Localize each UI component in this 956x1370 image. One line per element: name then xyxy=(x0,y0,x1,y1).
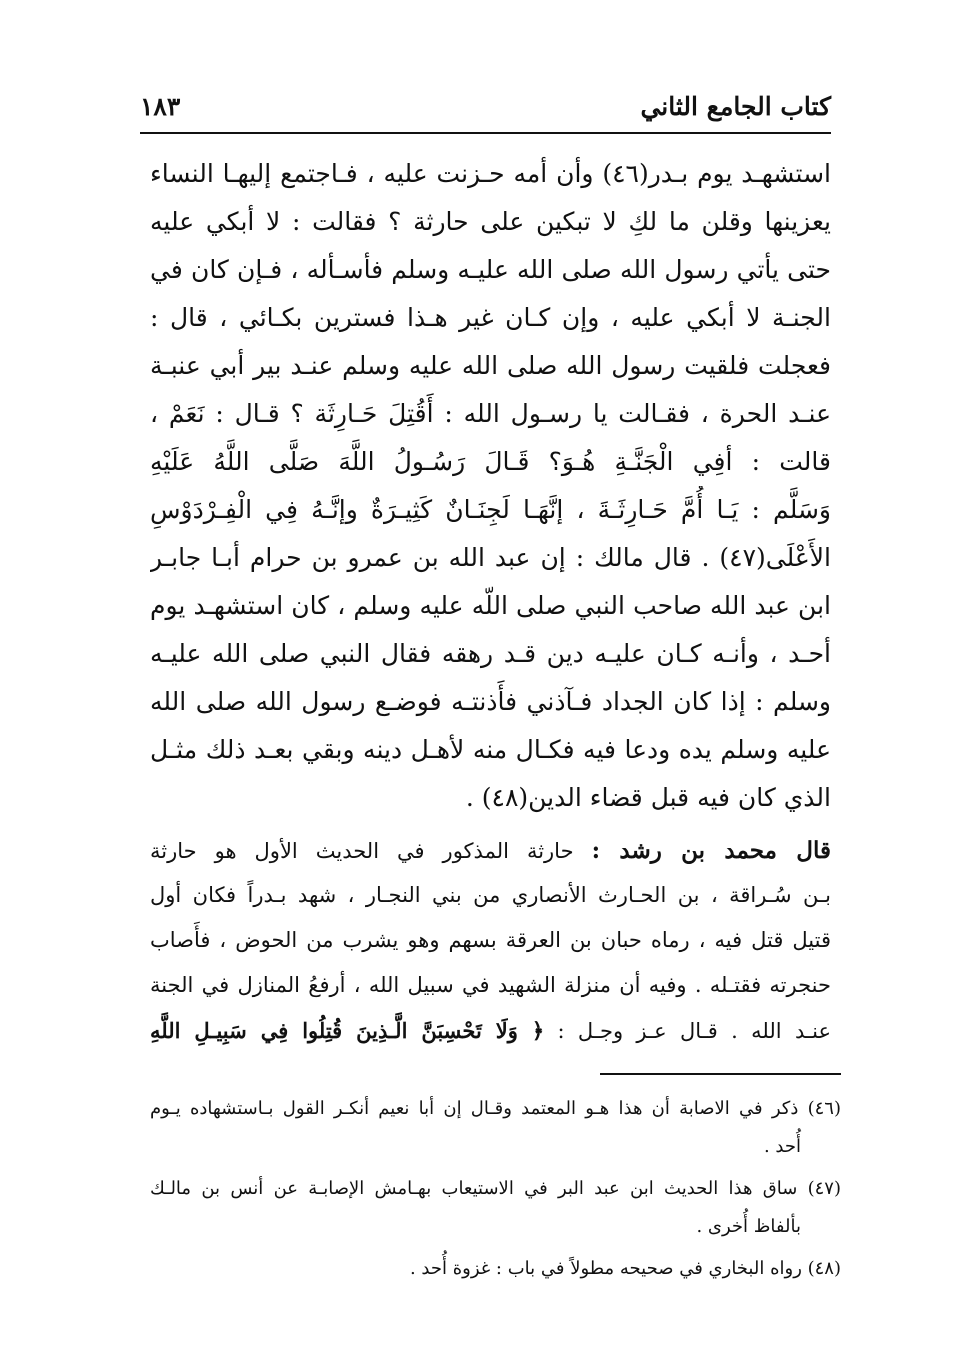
main-text-line: الجنـة لا أبكي عليه ، وإن كـان غير هـذا فسترين بكـائي ، قال : xyxy=(150,303,831,332)
footnote-48 xyxy=(150,1250,841,1288)
footnote-line: أُحد . xyxy=(763,1136,801,1157)
page-number: ١٨٣ xyxy=(140,92,181,121)
main-text-line: وسلم : إذا كان الجداد فـآذني فأَذنتـه فوضـع رسول الله صلى الله xyxy=(150,687,831,716)
commentary-text: حارثة المذكور في الحديث الأول هو حارثة xyxy=(150,839,574,863)
main-text-line: فعجلت فلقيت رسول الله صلى الله عليه وسلم عنـد بير أبي عنبـة xyxy=(150,351,831,380)
footnote-line: (٤٧) ساق هذا الحديث ابن عبد البر في الاستيعاب بهـامش الإصابـة عن أنس بن مالـك xyxy=(150,1178,841,1199)
main-text-line: الأَعْلَى(٤٧) . قال مالك : إن عبد الله بن عمرو بن حرام أبـا جابـر xyxy=(150,543,831,572)
commentary-section xyxy=(150,828,831,1053)
header-title: كتاب الجامع الثاني xyxy=(640,92,831,121)
main-text-line: عليه وسلم يده ودعا فيه فكـال منه لأهـل دينه وبقي بعـد ذلك مثـل xyxy=(150,735,831,764)
running-header xyxy=(140,92,831,132)
footnote-line: بألفاظ أُخرى . xyxy=(696,1216,801,1237)
commentary-line xyxy=(150,1008,831,1053)
footnote-47 xyxy=(150,1170,841,1246)
main-text-line: الذي كان فيه قبل قضاء الدين(٤٨) . xyxy=(465,783,831,812)
main-text-line: يعزينها وقلن ما لكِ لا تبكين على حارثة ؟ فقالت : لا أبكي عليه xyxy=(150,207,831,236)
commentary-line: حنجرته فقتـله . وفيه أن منزلة الشهيد في سبيل الله ، أرفعُ المنازل في الجنة xyxy=(150,973,831,997)
main-text-line: أحـد ، وأنـه كـان عليـه دين قـد رهقه فقال النبي صلى الله عليـه xyxy=(150,639,831,668)
footnote-divider xyxy=(600,1073,841,1075)
main-text-line: استشهـد يوم بـدر(٤٦) وأن أمه حـزنت عليه ، فـاجتمع إليهـا النساء xyxy=(150,159,831,188)
main-text-line: قالت : أفِي الْجَنَّـةِ هُـوَ؟ قَـالَ رَسُـولُ اللَّهَ صَلَّى اللَّهُ عَلَيْهِ xyxy=(150,447,831,476)
quran-verse: ﴿ وَلَا تَحْسِبَنَّ الَّـذِينَ قُتِلُوا فِي سَبِيـلِ اللَّهِ xyxy=(150,1018,545,1043)
commentary-line: بـن سُـراقة ، بن الحـارث الأنصاري من بني النجـار ، شهد بـدراً فكان أول xyxy=(150,883,831,907)
footnotes xyxy=(150,1090,841,1288)
commentary-line: قتيل قتل فيه ، رماه حبان بن العرقة بسهم وهو يشرب من الحوض ، فأَصاب xyxy=(150,928,831,952)
main-text xyxy=(150,150,831,822)
footnote-line: (٤٦) ذكر في الاصابة أن هذا هـو المعتمد وقـال إن أبا نعيم أنكـر القول بـاستشهاده يـوم xyxy=(150,1098,841,1119)
main-text-line: عنـد الحرة ، فقـالت يا رسـول الله : أَقُتِلَ حَـارِثَة ؟ قـال : نَعَمْ ، xyxy=(150,399,831,428)
commentary-text: عنـد الله . قـال عـز وجـل : xyxy=(557,1019,831,1043)
commentary-lead: قال محمد بن رشد : xyxy=(591,837,831,864)
main-text-line: وَسَلَّم : يَـا أُمَّ حَـارِثَـةَ ، إنَّهَـا لَجِنَـانٌ كَثِيـرَةٌ وإنَّـهُ فِي الْفِـرْدَوْسِ xyxy=(150,495,831,524)
footnote-46 xyxy=(150,1090,841,1166)
commentary-line xyxy=(150,828,831,873)
footnote-line: (٤٨) رواه البخاري في صحيحه مطولاً في باب : غزوة أُحد . xyxy=(409,1258,841,1279)
header-rule xyxy=(140,132,831,134)
main-text-line: ابن عبد الله صاحب النبي صلى اللّه عليه وسلم ، كان استشهـد يوم xyxy=(150,591,831,620)
main-text-line: حتى يأتي رسول الله صلى الله عليـه وسلم فأسـأله ، فـإن كان في xyxy=(150,255,831,284)
